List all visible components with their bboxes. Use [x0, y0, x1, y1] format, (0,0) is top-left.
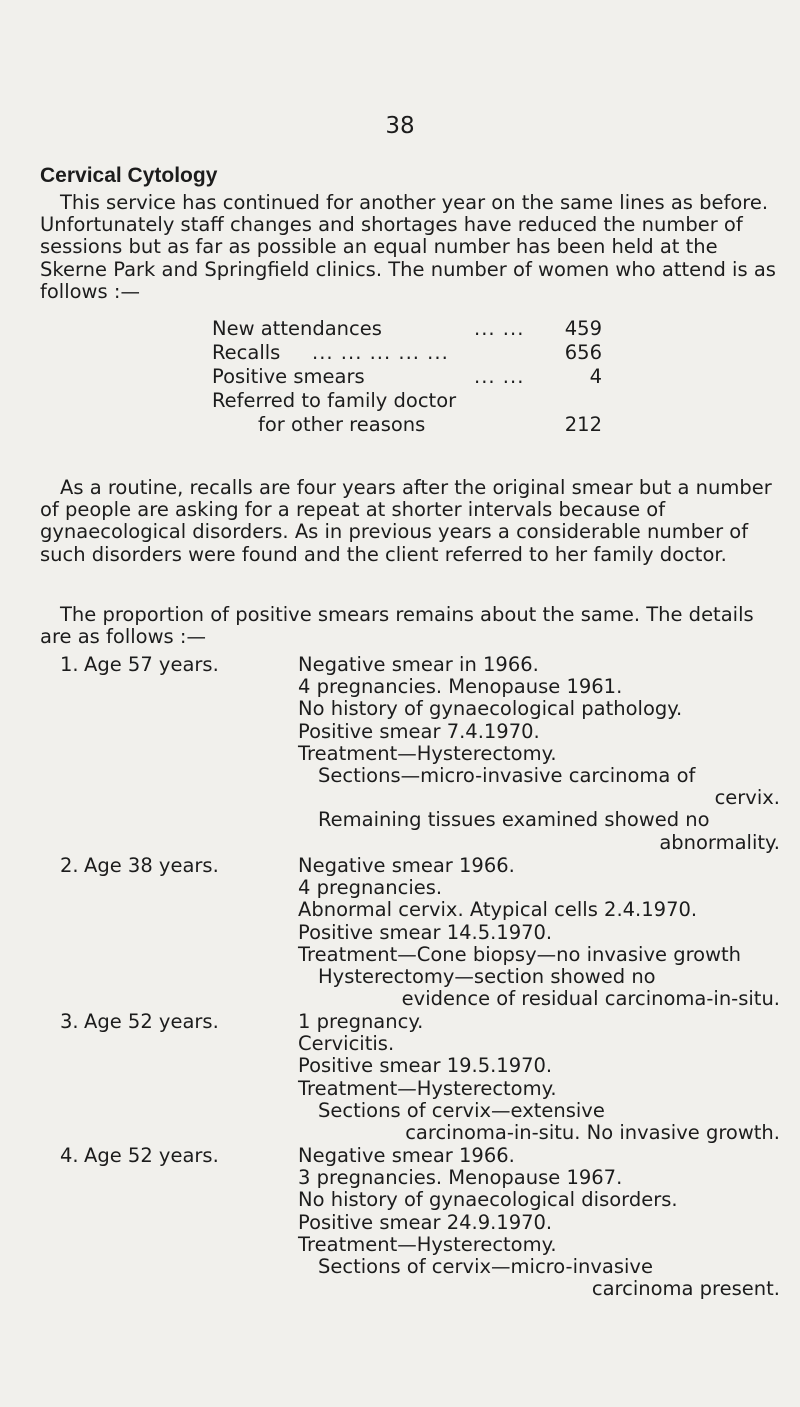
case-detail-line: Treatment—Hysterectomy. [298, 1232, 557, 1256]
case-detail-line: Negative smear 1966. [298, 1144, 515, 1167]
case-age: Age 52 years. [84, 1010, 219, 1033]
case-detail-line: carcinoma present. [591, 1277, 780, 1301]
stat-label: Referred to family doctor [212, 389, 457, 412]
case-detail-line: abnormality. [659, 830, 780, 854]
case-detail-line: Positive smear 19.5.1970. [298, 1054, 553, 1078]
case-detail-line: No history of gynaecological disorders. [298, 1188, 678, 1212]
case-age: Age 38 years. [84, 854, 219, 877]
case-detail-line: No history of gynaecological pathology. [298, 697, 683, 721]
case-detail-line: Negative smear in 1966. [298, 653, 539, 676]
stat-label: Positive smears [212, 365, 365, 388]
case-detail-line: Treatment—Hysterectomy. [298, 741, 557, 765]
case-detail-line: cervix. [714, 786, 780, 810]
stat-label-continued: for other reasons [258, 413, 426, 436]
case-detail-line: 1 pregnancy. [298, 1010, 424, 1033]
stat-value: 459 [564, 317, 602, 340]
routine-paragraph: As a routine, recalls are four years after the original smear but a number of people are asking for a repeat at shorter intervals because of gynaecological disorders. As in previous years a considerable number of such disorders were found and the client referred to her family doctor. [40, 476, 772, 566]
case-details [298, 1011, 780, 1144]
case-detail-line: Cervicitis. [298, 1032, 395, 1056]
case-detail-line: 3 pregnancies. Menopause 1967. [298, 1166, 623, 1190]
stat-value: 656 [564, 341, 602, 364]
leader-dots: ... ... [474, 365, 525, 388]
case-detail-line: evidence of residual carcinoma-in-situ. [401, 987, 780, 1011]
case-details [298, 1145, 780, 1300]
case-age: Age 52 years. [84, 1144, 219, 1167]
case-number: 3. [60, 1010, 79, 1033]
case-number: 2. [60, 854, 79, 877]
case-detail-line: carcinoma-in-situ. No invasive growth. [405, 1120, 780, 1144]
intro-paragraph: This service has continued for another year on the same lines as before. Unfortunately staff changes and shortages have reduced the number of sessions but as far as possible an equal number has been held at the Skerne Park and Springfield clinics. The number of women who attend is as follows :— [40, 191, 776, 303]
stat-value: 4 [589, 365, 602, 388]
case-detail-line: Sections—micro-invasive carcinoma of [318, 763, 696, 787]
case-detail-line: Treatment—Hysterectomy. [298, 1076, 557, 1100]
case-detail-line: Treatment—Cone biopsy—no invasive growth [298, 942, 742, 966]
case-details [298, 855, 780, 1010]
leader-dots: ... ... ... ... ... [312, 341, 449, 364]
stat-row [212, 365, 602, 389]
case-detail-line: Sections of cervix—extensive [318, 1098, 605, 1122]
case-detail-line: Hysterectomy—section showed no [318, 964, 656, 988]
stat-label: Recalls [212, 341, 281, 364]
case-details [298, 654, 780, 854]
case-detail-line: Negative smear 1966. [298, 854, 515, 877]
page-number: 38 [385, 113, 415, 139]
stat-row [212, 341, 602, 365]
case-detail-line: 4 pregnancies. [298, 876, 443, 900]
case-detail-line: Abnormal cervix. Atypical cells 2.4.1970. [298, 898, 698, 922]
case-detail-line: Positive smear 24.9.1970. [298, 1210, 553, 1234]
case-number: 1. [60, 653, 79, 676]
case-detail-line: Remaining tissues examined showed no [318, 808, 710, 832]
case-number: 4. [60, 1144, 79, 1167]
case-detail-line: 4 pregnancies. Menopause 1961. [298, 675, 623, 699]
stat-row [212, 389, 602, 437]
case-detail-line: Positive smear 14.5.1970. [298, 920, 553, 944]
leader-dots: ... ... [474, 317, 525, 340]
case-age: Age 57 years. [84, 653, 219, 676]
stat-row [212, 317, 602, 341]
case-detail-line: Positive smear 7.4.1970. [298, 719, 540, 743]
case-detail-line: Sections of cervix—micro-invasive [318, 1254, 653, 1278]
stat-label: New attendances [212, 317, 382, 340]
stat-value: 212 [564, 413, 602, 436]
proportion-paragraph: The proportion of positive smears remains about the same. The details are as follows :— [40, 603, 754, 649]
section-heading: Cervical Cytology [40, 164, 218, 187]
